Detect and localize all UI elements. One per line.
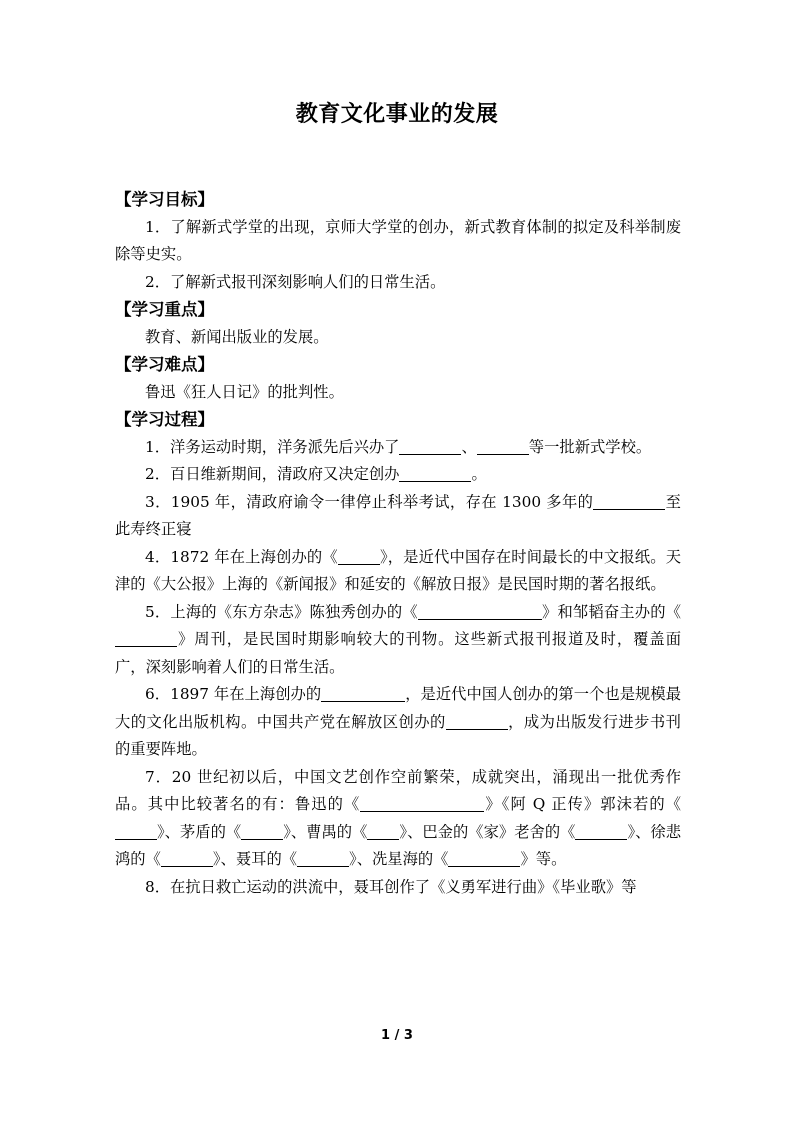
objective-item-1: 1．了解新式学堂的出现，京师大学堂的创办，新式教育体制的拟定及科举制废除等史实。 — [115, 217, 681, 263]
q5-text-b: 》和邹韬奋主办的《 — [541, 602, 681, 621]
focus-body: 教育、新闻出版业的发展。 — [145, 327, 329, 346]
q5-text-a: 5．上海的《东方杂志》陈独秀创办的《 — [145, 602, 418, 621]
q7-blank-4[interactable] — [367, 825, 399, 840]
page-title: 教育文化事业的发展 — [295, 102, 499, 127]
section-heading-focus: 【学习重点】 — [115, 300, 214, 319]
process-question-7 — [115, 764, 681, 874]
process-question-5 — [115, 599, 681, 682]
q6-text-c: ，成为出版发行进步书刊的重要阵地。 — [115, 712, 681, 758]
q3-text-b: 至此寿终正寝 — [115, 492, 681, 538]
section-heading-difficulty: 【学习难点】 — [115, 355, 214, 374]
difficulty-body: 鲁迅《狂人日记》的批判性。 — [145, 382, 344, 401]
section-heading-process: 【学习过程】 — [115, 410, 214, 429]
q6-blank-2[interactable] — [446, 715, 508, 730]
q7-text-f: 》、徐悲鸿的《 — [115, 822, 682, 868]
process-question-1 — [115, 434, 681, 462]
q2-text-a: 2．百日维新期间，清政府又决定创办 — [145, 465, 400, 483]
q7-text-d: 》、曹禺的《 — [283, 822, 368, 841]
q7-text-h: 》、冼星海的《 — [349, 850, 449, 868]
q1-blank-2[interactable] — [477, 440, 529, 455]
q5-blank-2[interactable] — [115, 632, 177, 647]
q5-text-c: 》周刊，是民国时期影响较大的刊物。这些新式报刊报道及时，覆盖面广，深刻影响着人们的日常生活。 — [115, 630, 681, 676]
q7-text-b: 》《阿 Q 正传》郭沫若的《 — [484, 795, 681, 813]
q7-blank-5[interactable] — [575, 825, 627, 840]
q7-blank-2[interactable] — [115, 825, 157, 840]
q7-blank-3[interactable] — [241, 825, 283, 840]
process-question-6 — [115, 681, 681, 764]
q7-blank-8[interactable] — [448, 852, 520, 867]
q7-text-i: 》等。 — [520, 850, 567, 868]
process-question-2 — [115, 461, 681, 489]
q6-text-a: 6．1897 年在上海创办的 — [145, 685, 322, 703]
objective-item-2: 2．了解新式报刊深刻影响人们的日常生活。 — [145, 272, 446, 291]
page-number-footer: 1 / 3 — [381, 1028, 413, 1043]
document-body — [115, 186, 681, 901]
q7-text-g: 》、聂耳的《 — [212, 850, 298, 868]
process-question-8: 8．在抗日救亡运动的洪流中，聂耳创作了《义勇军进行曲》《毕业歌》等 — [145, 877, 637, 896]
q7-blank-7[interactable] — [297, 852, 349, 867]
q7-text-e: 》、巴金的《家》老舍的《 — [399, 822, 576, 841]
q1-text-b: 、 — [461, 437, 477, 456]
q7-blank-6[interactable] — [161, 852, 213, 867]
q2-text-b: 。 — [471, 465, 487, 483]
q1-text-a: 1．洋务运动时期，洋务派先后兴办了 — [145, 437, 400, 456]
section-heading-objectives: 【学习目标】 — [115, 190, 214, 209]
q6-text-b: ，是近代中国人创办的第一个也是规模最大的文化出版机构。中国共产党在解放区创办的 — [115, 685, 681, 731]
q6-blank-1[interactable] — [321, 687, 405, 702]
q1-text-c: 等一批新式学校。 — [528, 437, 652, 456]
q4-text-a: 4．1872 年在上海创办的《 — [145, 547, 338, 566]
q4-text-b: 》，是近代中国存在时间最长的中文报纸。天津的《大公报》上海的《新闻报》和延安的《解放日报》是民国时期的著名报纸。 — [115, 547, 681, 593]
q7-text-c: 》、茅盾的《 — [157, 822, 242, 841]
q7-text-a: 7．20 世纪初以后，中国文艺创作空前繁荣，成就突出，涌现出一批优秀作品。其中比较著名的有：鲁迅的《 — [115, 767, 681, 813]
q2-blank-1[interactable] — [399, 467, 471, 482]
q1-blank-1[interactable] — [399, 440, 461, 455]
process-question-4 — [115, 544, 681, 599]
q7-blank-1[interactable] — [360, 797, 484, 812]
q3-blank-1[interactable] — [593, 495, 665, 510]
q5-blank-1[interactable] — [418, 605, 542, 620]
q4-blank-1[interactable] — [338, 550, 380, 565]
process-question-3 — [115, 489, 681, 544]
q3-text-a: 3．1905 年，清政府谕令一律停止科举考试，存在 1300 多年的 — [145, 492, 594, 511]
